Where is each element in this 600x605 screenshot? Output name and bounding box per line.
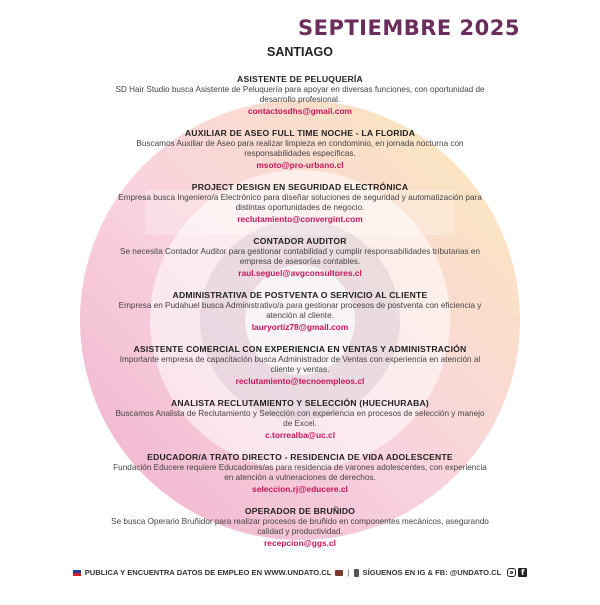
job-title: CONTADOR AUDITOR	[253, 236, 347, 246]
job-title: ASISTENTE DE PELUQUERÍA	[237, 74, 363, 84]
footer-bar	[0, 568, 600, 577]
job-title: ANALISTA RECLUTAMIENTO Y SELECCIÓN (HUECHURABA)	[171, 398, 429, 408]
job-description: Buscamos Analista de Reclutamiento y Selección con experiencia en procesos de selección y manejo de Excel.	[115, 409, 485, 428]
job-item	[110, 290, 490, 333]
job-description: Se necesita Contador Auditor para gestionar contabilidad y cumplir responsabilidades tributarias en empresa de asesorías contables.	[119, 247, 480, 266]
job-email[interactable]: msoto@pro-urbano.cl	[256, 160, 344, 170]
facebook-icon[interactable]: f	[518, 568, 527, 577]
footer-follow-text[interactable]: SÍGUENOS EN IG & FB: @UNDATO.CL	[362, 568, 502, 577]
job-email[interactable]: lauryortiz78@gmail.com	[251, 322, 349, 332]
job-title: EDUCADOR/A TRATO DIRECTO - RESIDENCIA DE VIDA ADOLESCENTE	[147, 452, 453, 462]
job-email[interactable]: reclutamiento@convergint.com	[237, 214, 363, 224]
month-title: SEPTIEMBRE 2025	[297, 16, 520, 40]
instagram-icon[interactable]	[507, 568, 516, 577]
job-description: Se busca Operario Bruñidor para realizar procesos de bruñido en componentes mecánicos, asegurando calidad y productividad.	[111, 517, 489, 536]
job-title: ASISTENTE COMERCIAL CON EXPERIENCIA EN VENTAS Y ADMINISTRACIÓN	[133, 344, 467, 354]
job-email[interactable]: seleccion.rj@educere.cl	[252, 484, 348, 494]
job-item	[110, 182, 490, 225]
job-description: Buscamos Auxiliar de Aseo para realizar limpieza en condominio, en jornada nocturna con responsabilidades específicas.	[136, 139, 464, 158]
job-email[interactable]: raul.seguel@avgconsultores.cl	[238, 268, 362, 278]
footer-publish-text[interactable]: PUBLICA Y ENCUENTRA DATOS DE EMPLEO EN WWW.UNDATO.CL	[84, 568, 332, 577]
job-item	[110, 128, 490, 171]
job-description: Empresa busca Ingeniero/a Electrónico para diseñar soluciones de seguridad y automatización para distintas oportunidades de negocio.	[118, 193, 482, 212]
job-description: Empresa en Pudahuel busca Administrativo/a para gestionar procesos de postventa con eficiencia y atención al cliente.	[118, 301, 482, 320]
job-email[interactable]: c.torrealba@uc.cl	[264, 430, 336, 440]
job-description: Fundación Educere requiere Educadores/as para residencia de varones adolescentes, con experiencia en atención a vulneraciones de derechos.	[113, 463, 487, 482]
job-list	[110, 74, 490, 560]
job-item	[110, 398, 490, 441]
job-title: AUXILIAR DE ASEO FULL TIME NOCHE - LA FLORIDA	[184, 128, 416, 138]
job-item	[110, 344, 490, 387]
job-email[interactable]: recepcion@ggs.cl	[264, 538, 336, 548]
job-email[interactable]: reclutamiento@tecnoempleos.cl	[235, 376, 365, 386]
job-title: ADMINISTRATIVA DE POSTVENTA O SERVICIO AL CLIENTE	[172, 290, 428, 300]
job-email[interactable]: contactosdhs@gmail.com	[247, 106, 353, 116]
job-item	[110, 506, 490, 549]
briefcase-icon	[335, 570, 343, 576]
job-item	[110, 236, 490, 279]
footer-separator: |	[347, 568, 350, 577]
phone-icon	[354, 569, 359, 577]
job-title: PROJECT DESIGN EN SEGURIDAD ELECTRÓNICA	[191, 182, 409, 192]
job-description: Importante empresa de capacitación busca Administrador de Ventas con experiencia en atención al cliente y ventas.	[119, 355, 481, 374]
social-icons	[507, 568, 527, 577]
job-title: OPERADOR DE BRUÑIDO	[244, 506, 356, 516]
job-item	[110, 74, 490, 117]
city-heading: SANTIAGO	[267, 45, 333, 59]
job-item	[110, 452, 490, 495]
chile-flag-icon	[73, 570, 81, 576]
job-description: SD Hair Studio busca Asistente de Peluquería para apoyar en diversas funciones, con oportunidad de desarrollo profesional.	[115, 85, 485, 104]
